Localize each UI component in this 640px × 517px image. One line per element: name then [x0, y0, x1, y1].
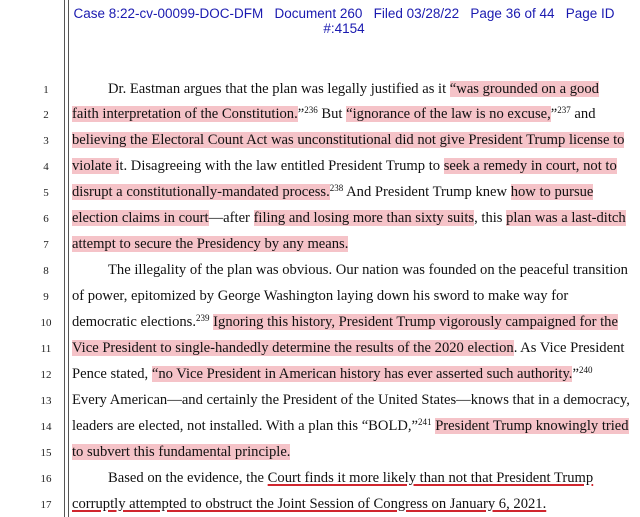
highlighted-text: “ignorance of the law is no excuse,	[346, 106, 551, 122]
line-number: 13	[40, 395, 52, 407]
line-number: 17	[40, 499, 52, 511]
line-number: 16	[40, 473, 52, 485]
highlighted-text: “was grounded on a good	[449, 81, 599, 97]
text-segment: ”	[550, 106, 558, 122]
text-segment: of power, epitomized by George Washington laying down his sword to make way for	[72, 288, 569, 304]
highlighted-text: to subvert this fundamental principle.	[72, 444, 291, 460]
line-number: 6	[43, 213, 49, 225]
text-line	[72, 469, 640, 487]
text-segment: , this	[474, 210, 507, 226]
text-line	[72, 339, 625, 357]
text-line	[72, 313, 618, 331]
line-number: 11	[40, 343, 52, 355]
text-line	[72, 183, 612, 201]
text-line	[72, 287, 612, 305]
footnote-ref: 240	[578, 365, 593, 375]
highlighted-text: how to pursue	[510, 184, 594, 200]
text-line	[72, 261, 640, 279]
line-number: 12	[40, 369, 52, 381]
text-line	[72, 131, 625, 149]
highlighted-text: faith interpretation of the Constitution.	[72, 106, 298, 122]
highlighted-text: election claims in court	[72, 210, 209, 226]
footnote-ref: 239	[196, 313, 210, 323]
text-segment: . As Vice President	[513, 340, 625, 356]
line-number: 10	[40, 317, 52, 329]
text-line	[72, 80, 640, 98]
highlighted-text: violate i	[72, 158, 120, 174]
text-segment: And President Trump knew	[343, 184, 511, 200]
highlighted-text: filing and losing more than sixty suits	[253, 210, 475, 226]
margin-rule-outer	[64, 0, 65, 517]
highlighted-text: “no Vice President in American history has ever asserted such authority.	[151, 366, 573, 382]
text-segment: and	[570, 106, 596, 122]
text-segment: Pence stated,	[72, 366, 152, 382]
text-segment: Based on the evidence, the	[108, 470, 268, 486]
text-line	[72, 235, 612, 253]
text-line	[72, 105, 612, 123]
text-segment: Dr. Eastman argues that the plan was legally justified as it	[108, 81, 450, 97]
line-number: 14	[40, 421, 52, 433]
line-number: 9	[43, 291, 49, 303]
text-line	[72, 391, 630, 409]
case-header	[64, 6, 624, 36]
case-header-line-2: #:4154	[323, 21, 365, 36]
highlighted-text: believing the Electoral Count Act was unconstitutional did not give President Trump license to	[72, 132, 625, 148]
footnote-ref: 241	[418, 417, 432, 427]
highlighted-text: attempt to secure the Presidency by any means.	[72, 236, 349, 252]
line-number: 1	[43, 84, 49, 96]
highlighted-text: Vice President to single-handedly determine the results of the 2020 election	[72, 340, 514, 356]
line-number: 4	[43, 161, 49, 173]
margin-rule-inner	[68, 0, 69, 517]
highlighted-text: President Trump knowingly tried	[435, 418, 629, 434]
text-line	[72, 443, 612, 461]
footnote-ref: 238	[329, 183, 344, 193]
text-segment: Every American—and certainly the President of the United States—knows that in a democracy,	[72, 392, 630, 408]
text-segment: t. Disagreeing with the law entitled President Trump to	[119, 158, 444, 174]
footnote-ref: 237	[557, 105, 571, 115]
line-number: 5	[43, 187, 49, 199]
line-number: 2	[43, 109, 49, 121]
line-number: 7	[43, 239, 49, 251]
text-segment: But	[317, 106, 347, 122]
text-line	[72, 365, 612, 383]
line-number: 3	[43, 135, 49, 147]
case-header-line-1: Case 8:22-cv-00099-DOC-DFM Document 260 Filed 03/28/22 Page 36 of 44 Page ID	[73, 6, 615, 21]
highlighted-text: plan was a last-ditch	[506, 210, 626, 226]
text-segment: ”	[572, 366, 579, 382]
text-segment: The illegality of the plan was obvious. Our nation was founded on the peaceful transition	[108, 262, 628, 278]
line-number: 8	[43, 265, 49, 277]
text-segment: —after	[208, 210, 254, 226]
text-line	[72, 417, 629, 435]
line-number: 15	[40, 447, 52, 459]
underlined-text: corruptly attempted to obstruct the Joint Session of Congress on January 6, 2021.	[72, 496, 547, 512]
footnote-ref: 236	[304, 105, 318, 115]
highlighted-text: seek a remedy in court, not to	[443, 158, 617, 174]
text-line	[72, 209, 626, 227]
highlighted-text: disrupt a constitutionally-mandated process.	[72, 184, 330, 200]
text-segment: leaders are elected, not installed. With a plan this “BOLD,”	[72, 418, 419, 434]
text-segment: democratic elections.	[72, 314, 196, 330]
text-line	[72, 495, 612, 513]
text-line	[72, 157, 617, 175]
highlighted-text: Ignoring this history, President Trump vigorously campaigned for the	[213, 314, 618, 330]
text-segment: ”	[297, 106, 305, 122]
underlined-text: Court finds it more likely than not that President Trump	[267, 470, 594, 486]
